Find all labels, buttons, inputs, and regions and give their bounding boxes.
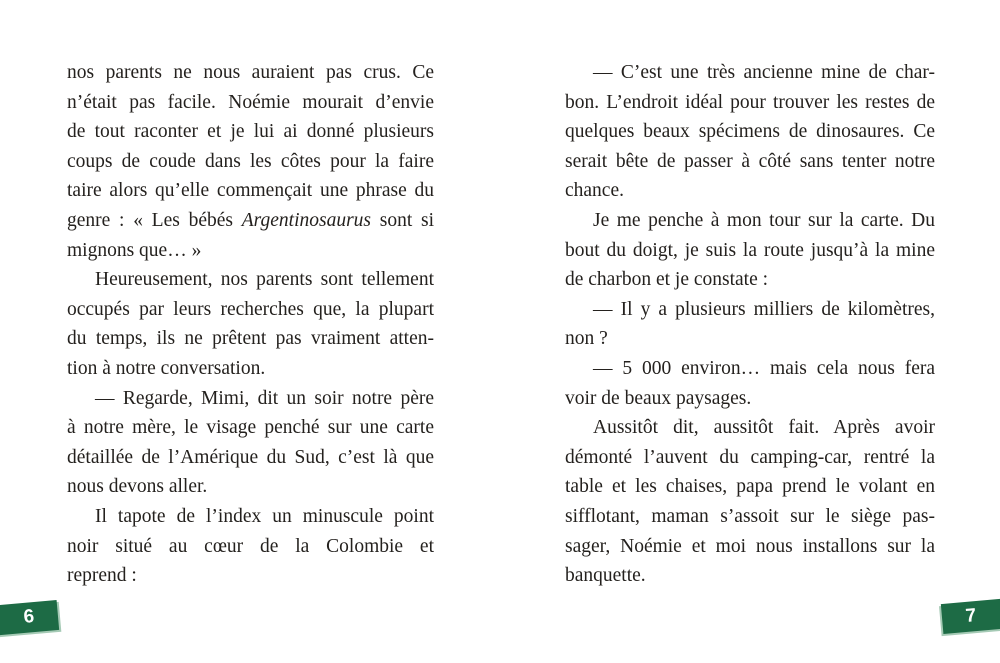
text-line: bon. L’endroit idéal pour trouver les restes de: [565, 91, 935, 113]
text-line: tion à notre conversation.: [67, 357, 266, 379]
page-number-badge-left: [0, 600, 59, 636]
text-line: détaillée de l’Amérique du Sud, c’est là que: [67, 446, 434, 468]
page-number-badge-right: [941, 598, 1000, 634]
text-line: Je me penche à mon tour sur la carte. Du: [593, 209, 935, 231]
text-line: mignons que… »: [67, 239, 202, 261]
text-line: du temps, ils ne prêtent pas vraiment atten-: [67, 328, 434, 350]
text-line: coups de coude dans les côtes pour la faire: [67, 150, 434, 172]
text-line: à notre mère, le visage penché sur une carte: [67, 417, 434, 439]
text-line: — 5 000 environ… mais cela nous fera: [593, 357, 935, 379]
italic-species-name: Argentinosaurus: [241, 209, 372, 231]
text-line: sifflotant, maman s’assoit sur le siège pas-: [565, 505, 935, 527]
text-line: nous devons aller.: [67, 476, 208, 498]
text-line: genre : « Les bébés Argentinosaurus sont si: [67, 209, 435, 231]
text-line: Il tapote de l’index un minuscule point: [95, 505, 434, 527]
text-line: — C’est une très ancienne mine de char-: [593, 62, 935, 83]
text-line: Heureusement, nos parents sont tellement: [95, 269, 434, 291]
text-line: Aussitôt dit, aussitôt fait. Après avoir: [593, 417, 935, 439]
page-right-text-column: [565, 58, 935, 591]
text-line: noir situé au cœur de la Colombie et: [67, 535, 434, 557]
text-line: de charbon et je constate :: [565, 269, 769, 291]
text-line: chance.: [565, 180, 624, 202]
text-line: taire alors qu’elle commençait une phrase du: [67, 180, 434, 202]
text-line: bout du doigt, je suis la route jusqu’à la mine: [565, 239, 935, 261]
text-line: quelques beaux spécimens de dinosaures. Ce: [565, 121, 935, 143]
page-left-text-column: [67, 58, 434, 591]
page-number-left: 6: [22, 606, 36, 628]
text-line: démonté l’auvent du camping-car, rentré la: [565, 446, 935, 468]
text-line: reprend :: [67, 565, 137, 587]
text-line: — Il y a plusieurs milliers de kilomètres,: [593, 298, 935, 320]
text-line: non ?: [565, 328, 608, 350]
text-line: table et les chaises, papa prend le volant en: [565, 476, 935, 498]
text-line: serait bête de passer à côté sans tenter notre: [565, 150, 935, 172]
text-line: banquette.: [565, 565, 646, 587]
text-line: voir de beaux paysages.: [565, 387, 752, 409]
text-line: nos parents ne nous auraient pas crus. Ce: [67, 62, 434, 83]
text-line: occupés par leurs recherches que, la plupart: [67, 298, 434, 320]
text-line: — Regarde, Mimi, dit un soir notre père: [95, 387, 434, 409]
text-line: de tout raconter et je lui ai donné plusieurs: [67, 121, 434, 143]
page-number-right: 7: [964, 605, 978, 627]
text-line: sager, Noémie et moi nous installons sur la: [565, 535, 935, 557]
text-line: n’était pas facile. Noémie mourait d’envie: [67, 91, 434, 113]
